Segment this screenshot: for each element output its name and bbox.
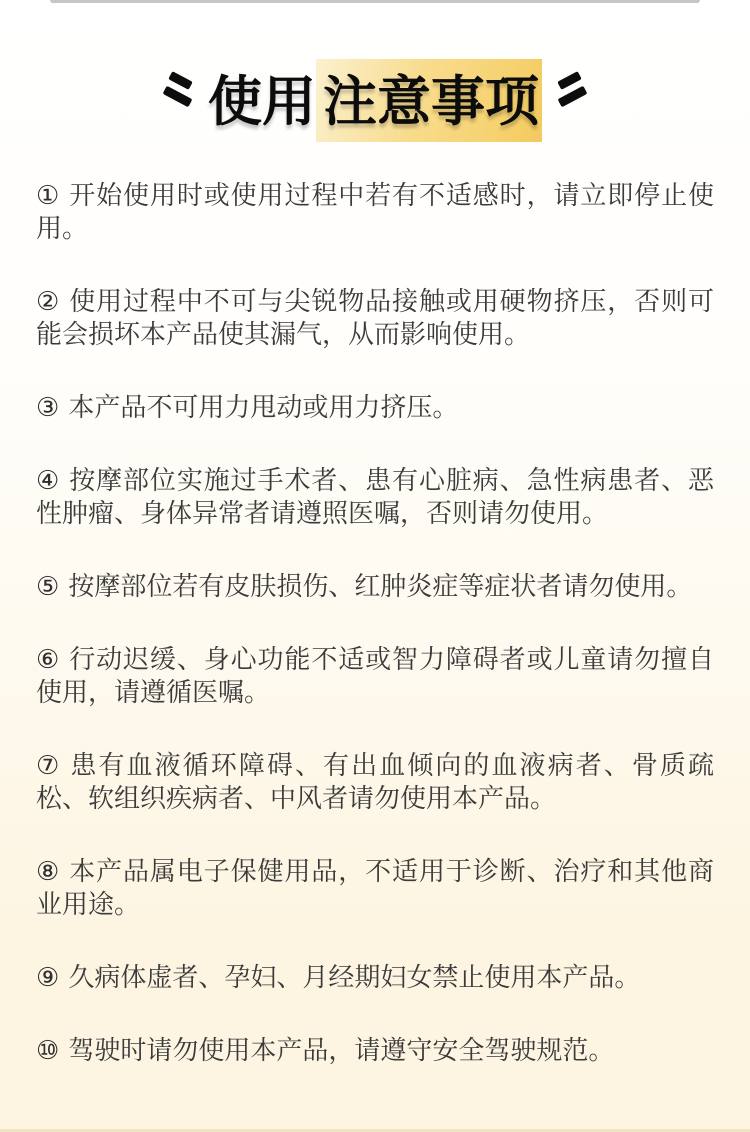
notice-item-7 [36, 750, 714, 816]
notice-text: 使用过程中不可与尖锐物品接触或用硬物挤压，否则可能会损坏本产品使其漏气，从而影响使用。 [36, 287, 714, 350]
item-number: ⑩ [36, 1036, 60, 1066]
page-title [208, 65, 542, 138]
notice-text: 患有血液循环障碍、有出血倾向的血液病者、骨质疏松、软组织疾病者、中风者请勿使用本产品。 [36, 751, 714, 814]
item-number: ⑥ [36, 645, 61, 675]
item-number: ④ [36, 466, 61, 496]
notice-text: 本产品属电子保健用品，不适用于诊断、治疗和其他商业用途。 [36, 857, 714, 920]
notice-item-8 [36, 856, 714, 922]
item-number: ⑦ [36, 751, 62, 781]
notice-text: 驾驶时请勿使用本产品，请遵守安全驾驶规范。 [68, 1036, 615, 1066]
notice-item-5 [36, 571, 714, 604]
page-title-highlight: 注意事项 [316, 59, 542, 142]
quote-right-icon [558, 76, 587, 101]
item-number: ⑧ [36, 857, 61, 887]
notice-item-9 [36, 962, 714, 995]
item-number: ⑨ [36, 963, 60, 993]
notice-text: 行动迟缓、身心功能不适或智力障碍者或儿童请勿擅自使用，请遵循医嘱。 [36, 645, 714, 708]
notice-list [0, 180, 750, 1068]
notice-item-4 [36, 465, 714, 531]
notice-text: 开始使用时或使用过程中若有不适感时，请立即停止使用。 [36, 181, 714, 244]
notice-text: 按摩部位实施过手术者、患有心脏病、急性病患者、恶性肿瘤、身体异常者请遵照医嘱，否则请勿使用。 [36, 466, 714, 529]
notice-item-3 [36, 392, 714, 425]
item-number: ⑤ [36, 572, 60, 602]
item-number: ① [36, 181, 61, 211]
quote-stroke [168, 71, 193, 90]
notice-item-1 [36, 180, 714, 246]
notice-text: 按摩部位若有皮肤损伤、红肿炎症等症状者请勿使用。 [68, 572, 693, 602]
notice-text: 久病体虚者、孕妇、月经期妇女禁止使用本产品。 [68, 963, 641, 993]
notice-item-2 [36, 286, 714, 352]
notice-item-10 [36, 1035, 714, 1068]
top-divider [50, 0, 700, 3]
title-row [0, 65, 750, 138]
item-number: ③ [36, 393, 60, 423]
page-title-plain: 使用 [208, 70, 316, 133]
notice-item-6 [36, 644, 714, 710]
quote-left-icon [163, 76, 192, 101]
notice-text: 本产品不可用力甩动或用力挤压。 [68, 393, 459, 423]
item-number: ② [36, 287, 61, 317]
